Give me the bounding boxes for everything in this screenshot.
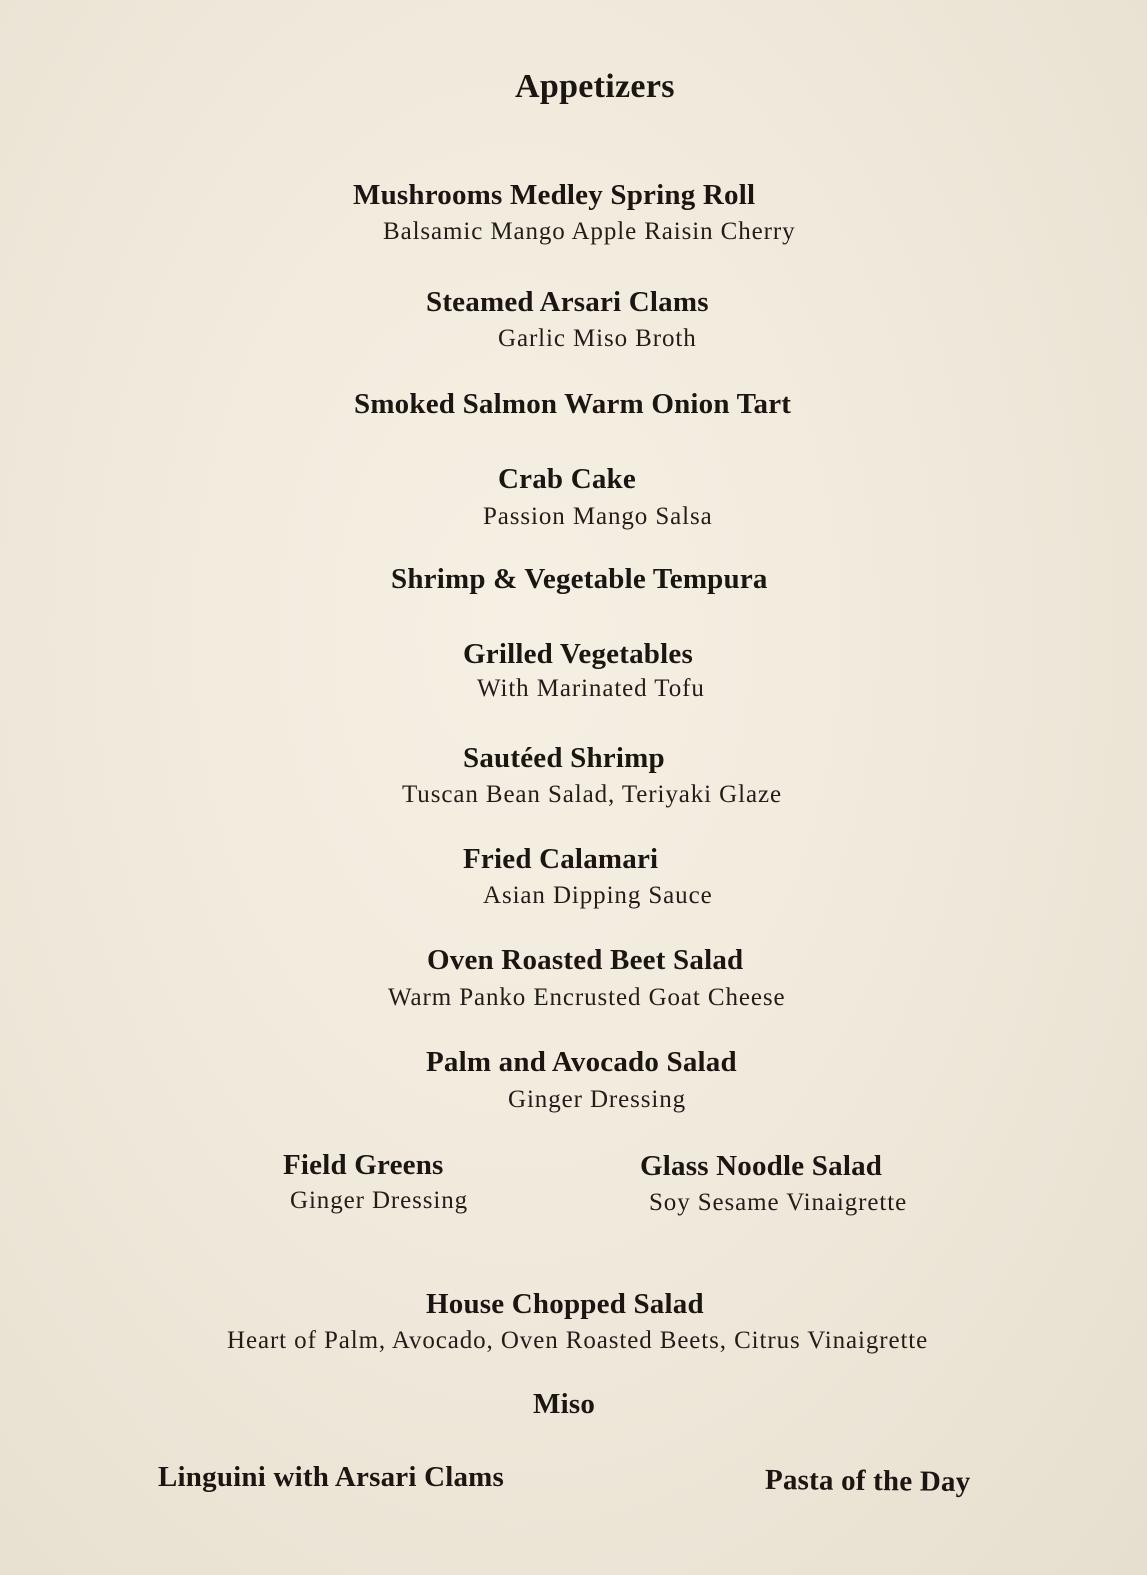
dish-name: Linguini with Arsari Clams [158,1461,505,1493]
dish-description: Passion Mango Salsa [483,503,713,530]
dish-name: Sautéed Shrimp [463,742,665,774]
dish-description: Soy Sesame Vinaigrette [649,1189,908,1216]
menu-title: Appetizers [515,68,675,105]
dish-name: Fried Calamari [463,843,659,875]
dish-description: Tuscan Bean Salad, Teriyaki Glaze [402,781,782,808]
dish-description: Garlic Miso Broth [498,325,697,352]
dish-name: Oven Roasted Beet Salad [427,944,744,976]
dish-description: Asian Dipping Sauce [483,882,713,909]
dish-name: Crab Cake [498,463,636,495]
dish-name: Glass Noodle Salad [640,1150,883,1182]
dish-description: Ginger Dressing [290,1187,469,1214]
dish-description: With Marinated Tofu [477,675,705,702]
dish-description: Heart of Palm, Avocado, Oven Roasted Beets, Citrus Vinaigrette [227,1327,929,1354]
dish-name: Palm and Avocado Salad [426,1046,737,1078]
dish-name: Miso [533,1388,596,1420]
dish-name: Grilled Vegetables [463,638,693,670]
dish-name: Shrimp & Vegetable Tempura [391,563,768,595]
dish-description: Balsamic Mango Apple Raisin Cherry [383,218,796,245]
dish-name: Mushrooms Medley Spring Roll [353,179,756,211]
dish-description: Ginger Dressing [508,1086,687,1113]
dish-description: Warm Panko Encrusted Goat Cheese [388,984,786,1011]
dish-name: Pasta of the Day [764,1463,971,1499]
dish-name: Field Greens [283,1149,444,1181]
dish-name: House Chopped Salad [426,1288,704,1320]
dish-name: Steamed Arsari Clams [426,286,709,318]
dish-name: Smoked Salmon Warm Onion Tart [354,388,792,420]
